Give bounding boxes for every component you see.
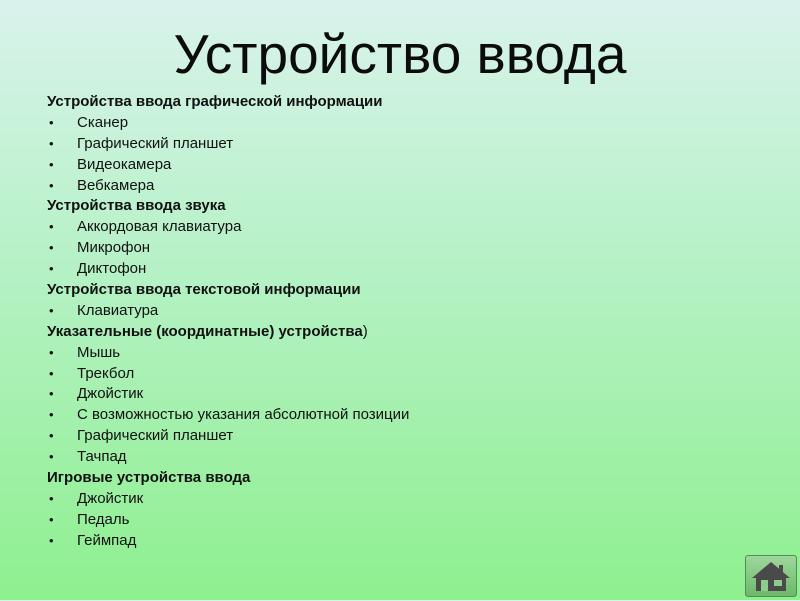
list-item — [47, 259, 727, 280]
bullet-icon: • — [49, 219, 54, 235]
bullet-icon: • — [49, 135, 54, 151]
list-item-text: Вебкамера — [77, 176, 155, 194]
bullet-icon: • — [49, 428, 54, 444]
device-section — [47, 322, 727, 468]
home-button[interactable] — [745, 555, 797, 597]
section-heading-text: Игровые устройства ввода — [47, 469, 251, 487]
list-item-text: Мышь — [77, 343, 121, 361]
list-item-text: Графический планшет — [77, 134, 234, 152]
bullet-icon: • — [49, 240, 54, 256]
list-item — [47, 176, 727, 197]
bullet-icon: • — [49, 449, 54, 465]
list-item — [47, 447, 727, 468]
section-heading — [47, 322, 727, 343]
device-section — [47, 196, 727, 280]
bullet-icon: • — [49, 344, 54, 360]
bullet-icon: • — [49, 261, 54, 277]
list-item — [47, 113, 727, 134]
list-item — [47, 364, 727, 385]
list-item-text: Сканер — [77, 113, 129, 131]
list-item-text: С возможностью указания абсолютной позиции — [77, 406, 410, 424]
section-heading-text: Устройства ввода текстовой информации — [47, 281, 361, 299]
section-heading-text: Указательные (координатные) устройства — [47, 322, 363, 340]
bullet-icon: • — [49, 177, 54, 193]
bullet-icon: • — [49, 407, 54, 423]
list-item-text: Видеокамера — [77, 155, 172, 173]
section-heading — [47, 92, 727, 113]
list-item — [47, 343, 727, 364]
list-item — [47, 384, 727, 405]
list-item-text: Графический планшет — [77, 427, 234, 445]
list-item — [47, 510, 727, 531]
list-item — [47, 134, 727, 155]
bullet-icon: • — [49, 156, 54, 172]
list-item — [47, 531, 727, 552]
list-item — [47, 405, 727, 426]
section-heading-text: Устройства ввода графической информации — [47, 93, 383, 110]
list-item-text: Геймпад — [77, 531, 137, 549]
list-item — [47, 217, 727, 238]
bullet-icon: • — [49, 365, 54, 381]
bullet-icon: • — [49, 490, 54, 506]
list-item-text: Клавиатура — [77, 301, 159, 319]
list-item — [47, 238, 727, 259]
list-item — [47, 489, 727, 510]
section-heading — [47, 196, 727, 217]
list-item-text: Трекбол — [77, 364, 135, 382]
bullet-icon: • — [49, 386, 54, 402]
list-item-text: Диктофон — [77, 260, 147, 278]
bullet-icon: • — [49, 302, 54, 318]
bullet-icon: • — [49, 511, 54, 527]
list-item-text: Джойстик — [77, 385, 144, 403]
device-section — [47, 468, 727, 552]
list-item — [47, 301, 727, 322]
list-item-text: Джойстик — [77, 489, 144, 507]
list-item — [47, 426, 727, 447]
home-icon — [746, 556, 796, 596]
section-heading — [47, 468, 727, 489]
list-item-text: Педаль — [77, 510, 130, 528]
section-heading-tail: ) — [362, 322, 368, 340]
device-section — [47, 92, 727, 196]
section-heading-text: Устройства ввода звука — [47, 197, 226, 215]
list-item-text: Аккордовая клавиатура — [77, 218, 242, 236]
section-heading — [47, 280, 727, 301]
list-item — [47, 155, 727, 176]
bullet-icon: • — [49, 114, 54, 130]
device-section — [47, 280, 727, 322]
bullet-icon: • — [49, 532, 54, 548]
device-list — [47, 92, 727, 552]
list-item-text: Тачпад — [77, 448, 127, 466]
slide-title: Устройство ввода — [173, 23, 627, 85]
list-item-text: Микрофон — [77, 239, 151, 257]
